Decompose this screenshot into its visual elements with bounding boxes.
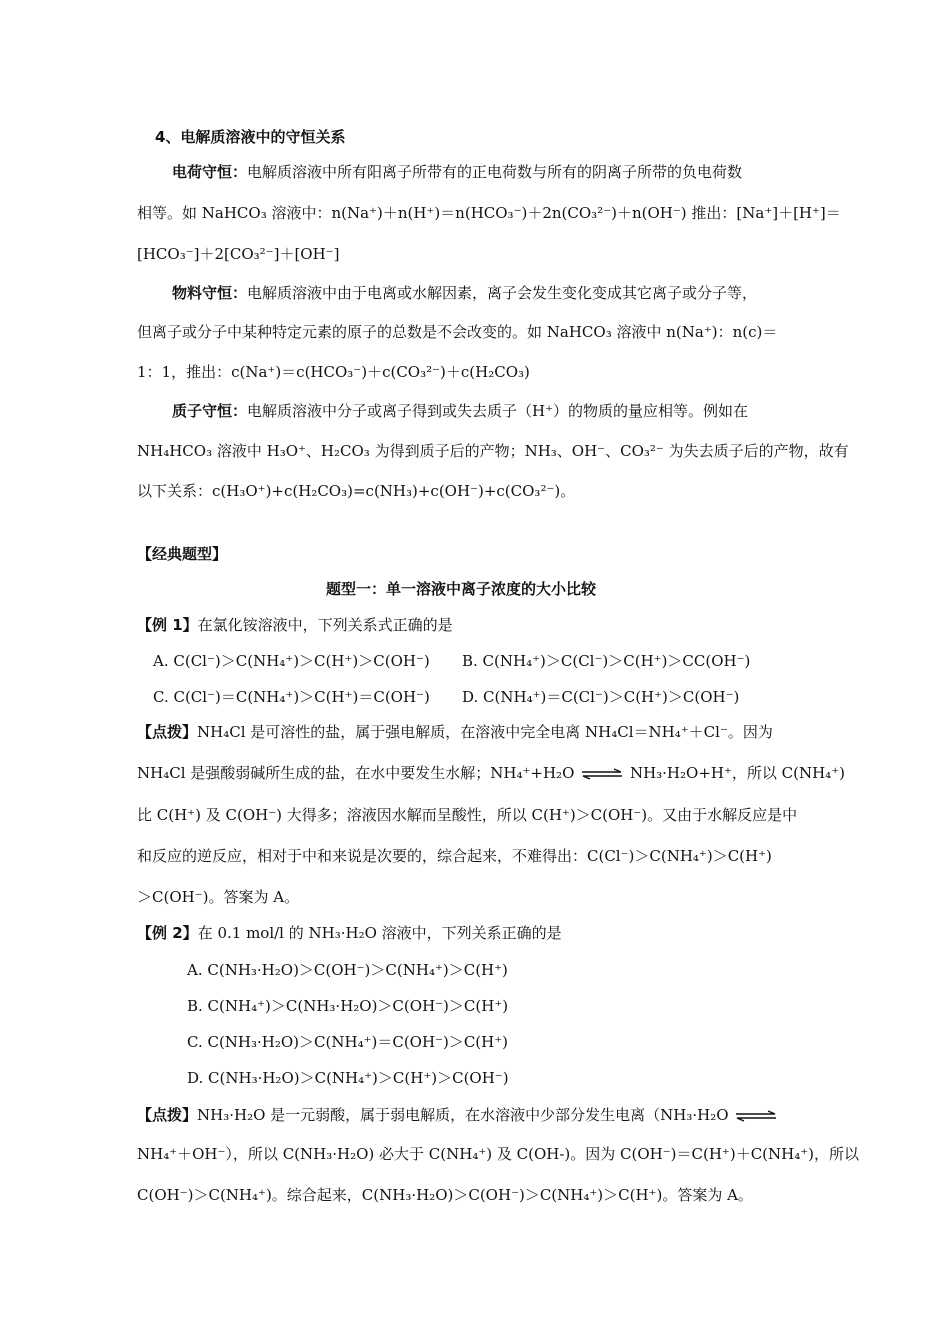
example-2-hint-line-1: [137, 1104, 779, 1126]
proton-title: 质子守恒：: [172, 402, 248, 420]
example-1-hint-text-4: 和反应的逆反应，相对于中和来说是次要的，综合起来，不难得出：C(Cl⁻)＞C(NH₄⁺)＞C(H⁺): [137, 847, 772, 865]
example-1-hint-text-2b: NH₃·H₂O+H⁺，所以 C(NH₄⁺): [629, 764, 845, 782]
section-heading: 4、电解质溶液中的守恒关系: [155, 128, 346, 146]
example-1-option-d: D. C(NH₄⁺)＝C(Cl⁻)＞C(H⁺)＞C(OH⁻): [462, 688, 740, 706]
example-2-hint-tag: 【点拨】: [137, 1106, 198, 1124]
proton-paragraph-line-1: [172, 400, 748, 422]
charge-paragraph-line-1: [172, 161, 742, 183]
example-1-hint-text-5: ＞C(OH⁻)。答案为 A。: [137, 888, 300, 906]
example-1-hint-text-3: 比 C(H⁺) 及 C(OH⁻) 大得多；溶液因水解而呈酸性，所以 C(H⁺)＞C(OH⁻)。又由于水解反应是中: [137, 806, 798, 824]
example-2-hint-text-1: NH₃·H₂O 是一元弱酸，属于弱电解质，在水溶液中少部分发生电离（NH₃·H₂O: [197, 1106, 729, 1124]
example-2-option-d: D. C(NH₃·H₂O)＞C(NH₄⁺)＞C(H⁺)＞C(OH⁻): [187, 1069, 509, 1087]
equilibrium-arrow-icon: [735, 1110, 777, 1122]
material-text-1: 电解质溶液中由于电离或水解因素，离子会发生变化变成其它离子或分子等，: [247, 284, 758, 302]
example-1-hint-line-2: [137, 762, 845, 784]
example-2-option-a: A. C(NH₃·H₂O)＞C(OH⁻)＞C(NH₄⁺)＞C(H⁺): [187, 961, 508, 979]
material-paragraph-line-1: [172, 282, 757, 304]
charge-text-2: 相等。如 NaHCO₃ 溶液中：n(Na⁺)＋n(H⁺)＝n(HCO₃⁻)＋2n(CO₃²⁻)＋n(OH⁻) 推出：[Na⁺]＋[H⁺]＝: [137, 204, 841, 222]
charge-text-3: [HCO₃⁻]＋2[CO₃²⁻]＋[OH⁻]: [137, 245, 340, 263]
proton-text-2: NH₄HCO₃ 溶液中 H₃O⁺、H₂CO₃ 为得到质子后的产物；NH₃、OH⁻、CO₃²⁻ 为失去质子后的产物，故有: [137, 442, 849, 460]
example-2-tag: 【例 2】: [137, 924, 198, 942]
example-1-tag: 【例 1】: [137, 616, 198, 634]
example-1-option-a: A. C(Cl⁻)＞C(NH₄⁺)＞C(H⁺)＞C(OH⁻): [153, 652, 430, 670]
classic-heading: 【经典题型】: [137, 545, 228, 563]
example-1-hint-line-1: [137, 721, 773, 743]
example-1-hint-tag: 【点拨】: [137, 723, 198, 741]
example-2-hint-text-3: C(OH⁻)＞C(NH₄⁺)。综合起来，C(NH₃·H₂O)＞C(OH⁻)＞C(NH₄⁺)＞C(H⁺)。答案为 A。: [137, 1186, 753, 1204]
example-1-question-text: 在氯化铵溶液中，下列关系式正确的是: [197, 616, 453, 634]
example-1-option-b: B. C(NH₄⁺)＞C(Cl⁻)＞C(H⁺)＞CC(OH⁻): [462, 652, 751, 670]
example-2-option-c: C. C(NH₃·H₂O)＞C(NH₄⁺)＝C(OH⁻)＞C(H⁺): [187, 1033, 509, 1051]
type1-title: 题型一：单一溶液中离子浓度的大小比较: [326, 580, 597, 598]
material-text-2: 但离子或分子中某种特定元素的原子的总数是不会改变的。如 NaHCO₃ 溶液中 n(Na⁺)：n(c)＝: [137, 323, 778, 341]
proton-text-1: 电解质溶液中分子或离子得到或失去质子（H⁺）的物质的量应相等。例如在: [247, 402, 749, 420]
example-1-option-c: C. C(Cl⁻)＝C(NH₄⁺)＞C(H⁺)＝C(OH⁻): [153, 688, 430, 706]
charge-title: 电荷守恒：: [172, 163, 248, 181]
example-2-hint-text-2: NH₄⁺＋OH⁻），所以 C(NH₃·H₂O) 必大于 C(NH₄⁺) 及 C(OH-)。因为 C(OH⁻)＝C(H⁺)＋C(NH₄⁺)，所以: [137, 1145, 860, 1163]
example-1-question: [137, 614, 453, 636]
example-1-hint-text-1: NH₄Cl 是可溶性的盐，属于强电解质，在溶液中完全电离 NH₄Cl＝NH₄⁺＋Cl⁻。因为: [197, 723, 773, 741]
proton-text-3: 以下关系：c(H₃O⁺)+c(H₂CO₃)=c(NH₃)+c(OH⁻)+c(CO₃²⁻)。: [137, 482, 576, 500]
charge-text-1: 电解质溶液中所有阳离子所带有的正电荷数与所有的阴离子所带的负电荷数: [247, 163, 743, 181]
example-1-hint-text-2a: NH₄Cl 是强酸弱碱所生成的盐，在水中要发生水解；NH₄⁺+H₂O: [137, 764, 575, 782]
material-title: 物料守恒：: [172, 284, 248, 302]
equilibrium-arrow-icon: [581, 768, 623, 780]
example-2-question: [137, 922, 562, 944]
example-2-option-b: B. C(NH₄⁺)＞C(NH₃·H₂O)＞C(OH⁻)＞C(H⁺): [187, 997, 509, 1015]
material-text-3: 1：1，推出：c(Na⁺)＝c(HCO₃⁻)＋c(CO₃²⁻)＋c(H₂CO₃): [137, 363, 530, 381]
example-2-question-text: 在 0.1 mol/l 的 NH₃·H₂O 溶液中，下列关系正确的是: [197, 924, 562, 942]
